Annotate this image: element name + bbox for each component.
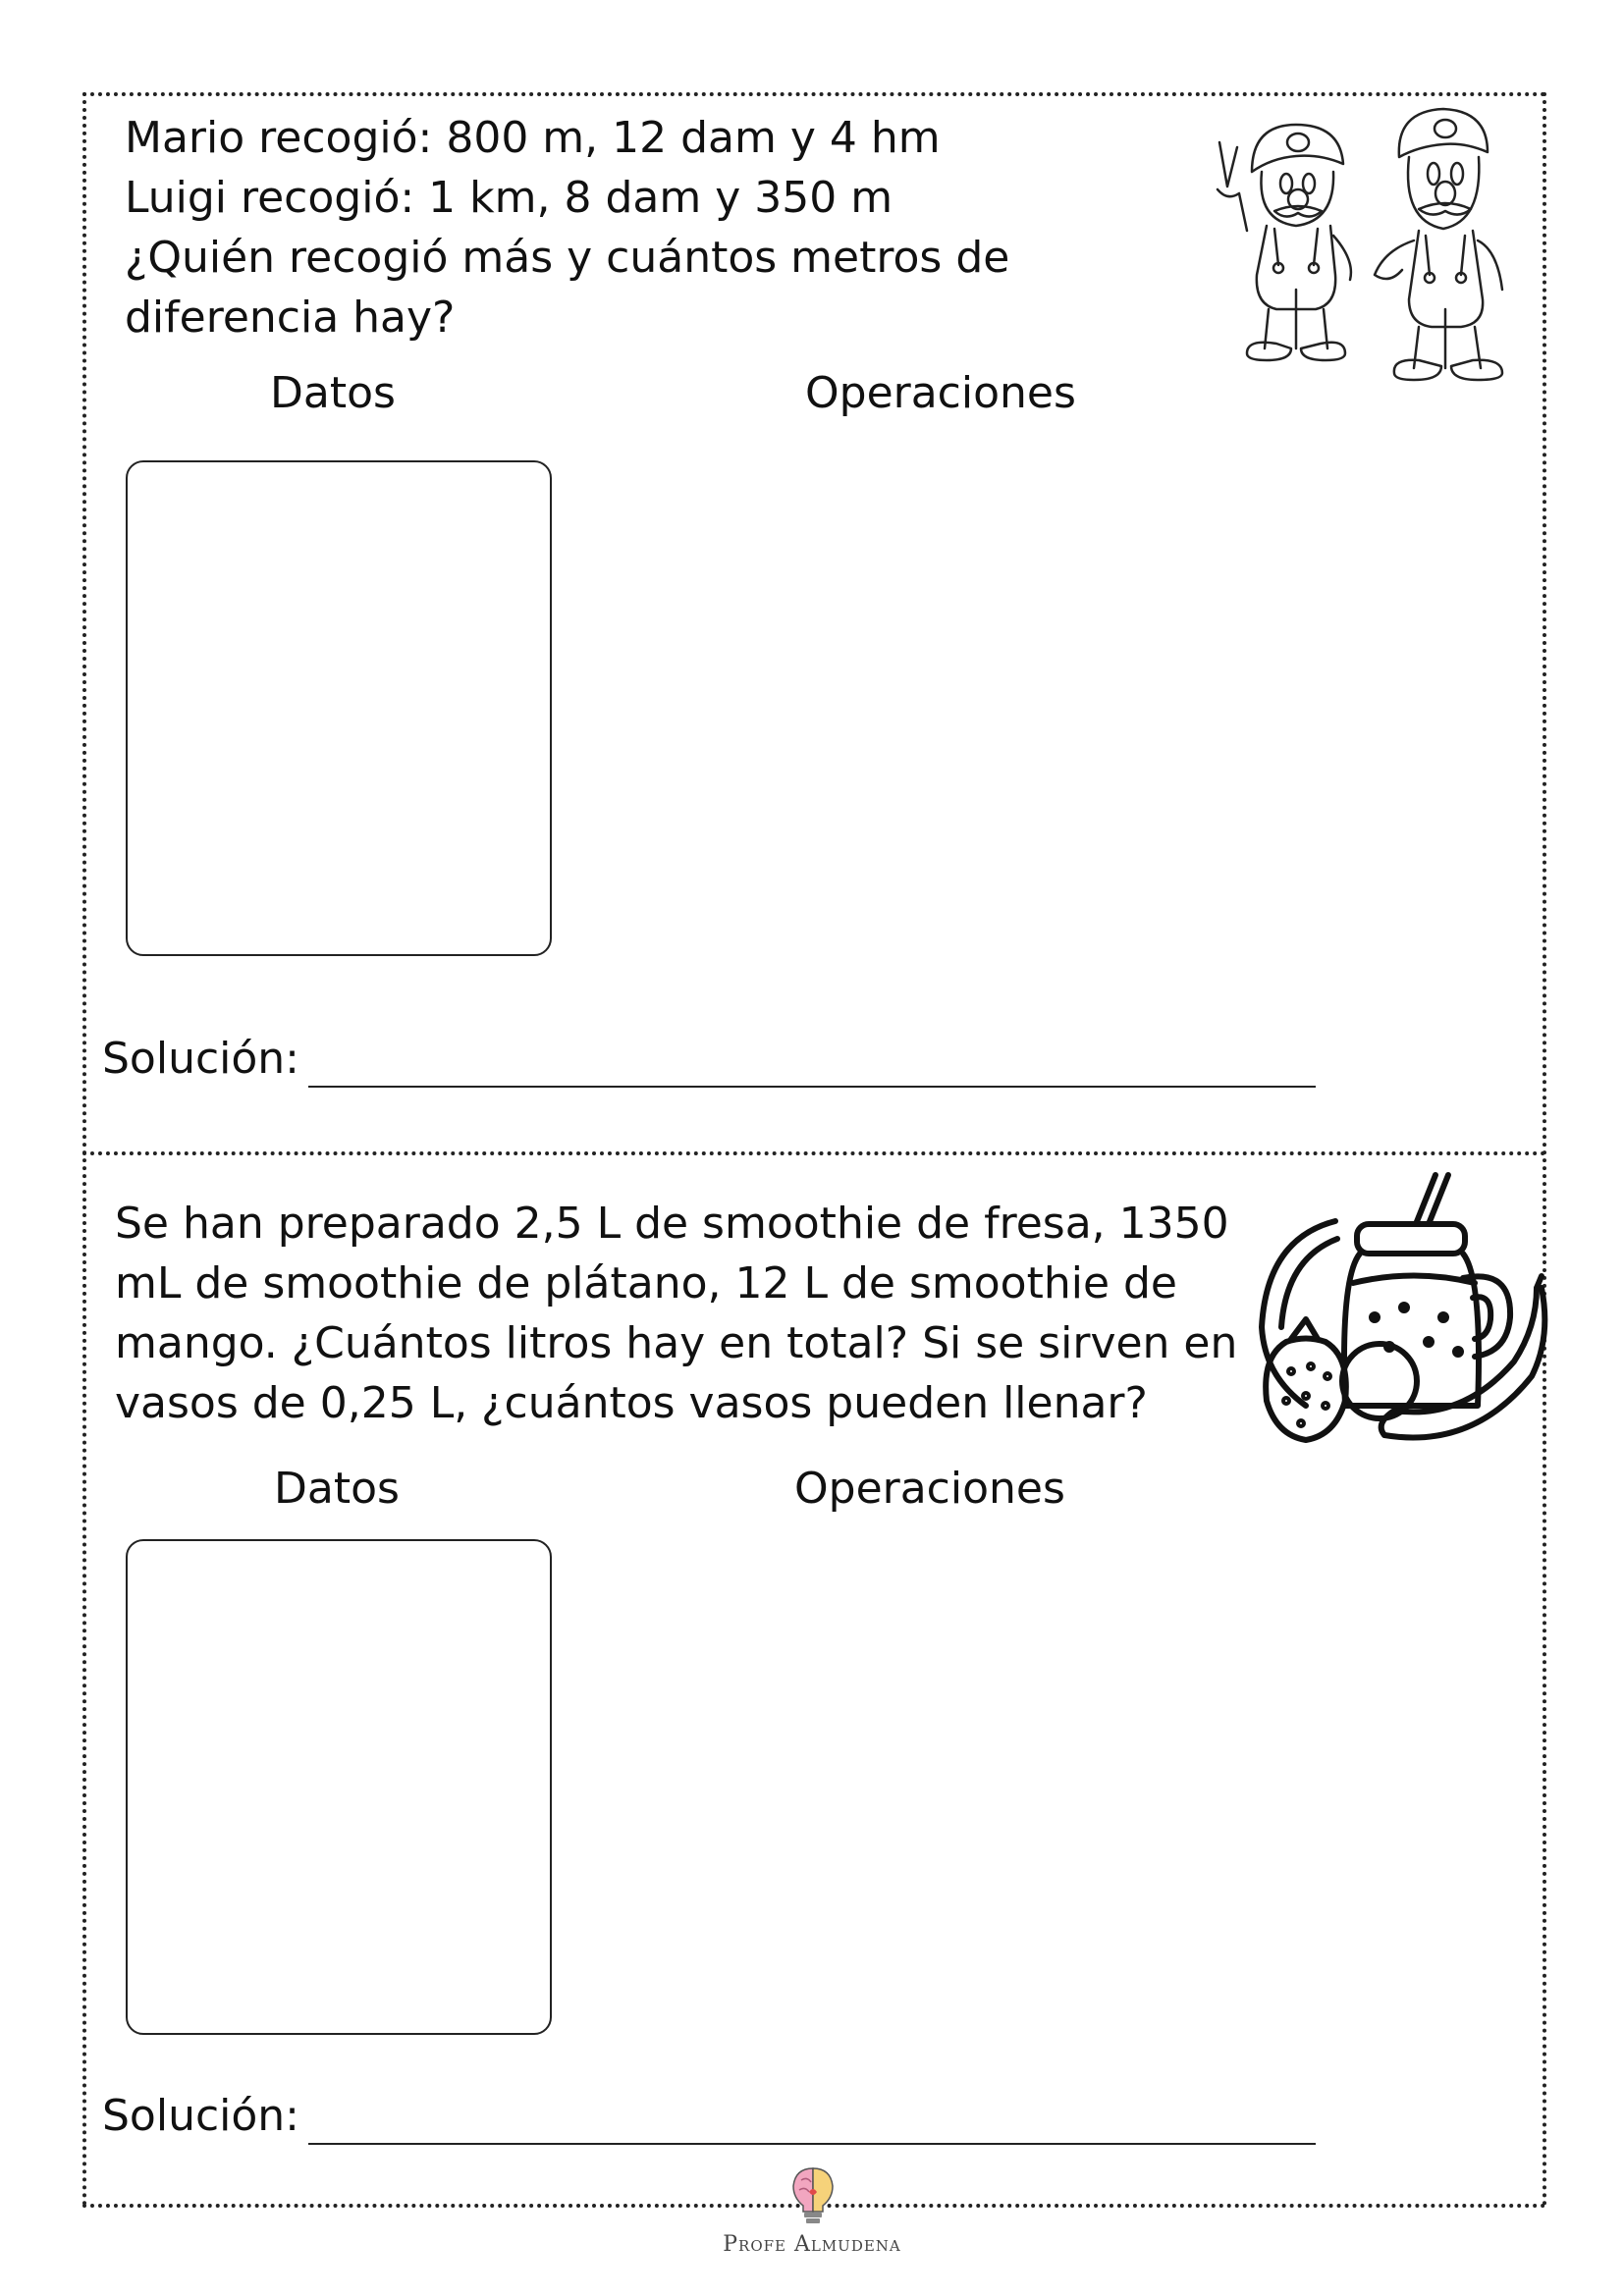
solucion-label: Solución:	[102, 2091, 300, 2141]
solucion-label: Solución:	[102, 1034, 300, 1084]
operaciones-heading: Operaciones	[794, 1464, 1065, 1514]
statement-line: mango. ¿Cuántos litros hay en total? Si se sirven en	[115, 1318, 1238, 1368]
solucion-answer-line[interactable]	[308, 1086, 1316, 1088]
datos-heading: Datos	[274, 1464, 400, 1514]
datos-heading: Datos	[270, 368, 396, 418]
statement-line: diferencia hay?	[125, 293, 456, 343]
statement-line: ¿Quién recogió más y cuántos metros de	[125, 233, 1010, 283]
lightbulb-brain-icon	[787, 2164, 839, 2227]
operaciones-heading: Operaciones	[805, 368, 1076, 418]
problem-divider	[82, 1151, 1546, 1155]
smoothie-fruits-icon	[1257, 1170, 1551, 1455]
solucion-answer-line[interactable]	[308, 2143, 1316, 2145]
statement-line: mL de smoothie de plátano, 12 L de smoothie de	[115, 1258, 1177, 1308]
datos-box[interactable]	[126, 1539, 552, 2035]
statement-line: vasos de 0,25 L, ¿cuántos vasos pueden llenar?	[115, 1378, 1148, 1428]
datos-box[interactable]	[126, 460, 552, 956]
footer-brand: Profe Almudena	[723, 2232, 901, 2257]
mario-luigi-icon	[1208, 103, 1512, 402]
statement-line: Luigi recogió: 1 km, 8 dam y 350 m	[125, 173, 893, 223]
statement-line: Se han preparado 2,5 L de smoothie de fresa, 1350	[115, 1199, 1229, 1249]
problem-1-statement	[125, 108, 1009, 347]
problem-2-statement	[115, 1194, 1237, 1433]
statement-line: Mario recogió: 800 m, 12 dam y 4 hm	[125, 113, 941, 163]
